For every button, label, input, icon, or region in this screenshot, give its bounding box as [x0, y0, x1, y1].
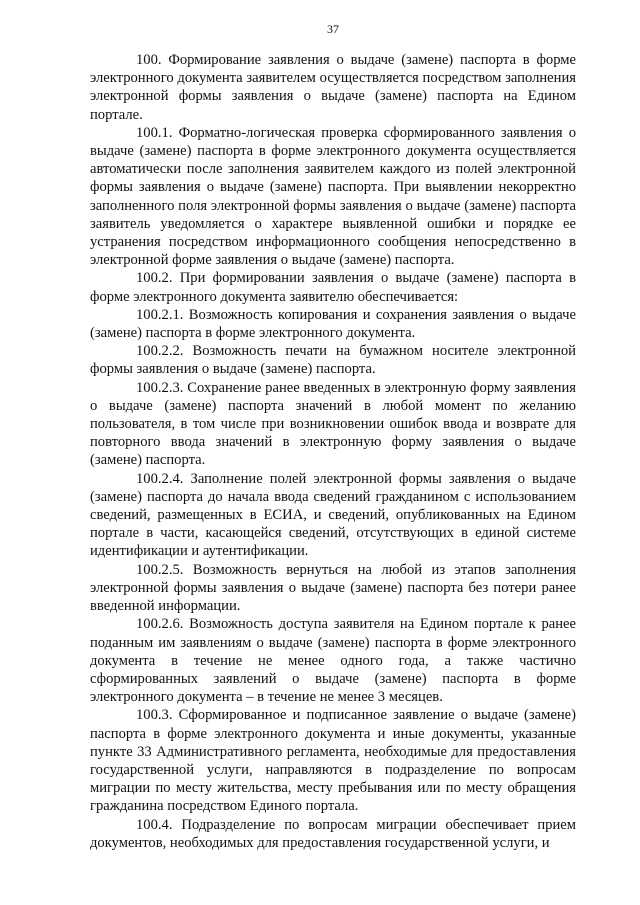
paragraph-100-2-3: 100.2.3. Сохранение ранее введенных в электронную форму заявления о выдаче (замене) паспорта значений в любой момент по желанию пользователя, в том числе при возникновении ошибок ввода и возврате для повторного ввода значений в электронную форму заявления о выдаче (замене) паспорта. [90, 379, 576, 469]
paragraph-100-2-1: 100.2.1. Возможность копирования и сохранения заявления о выдаче (замене) паспорта в форме электронного документа. [90, 306, 576, 342]
page-number: 37 [327, 22, 339, 36]
paragraph-100-2: 100.2. При формировании заявления о выдаче (замене) паспорта в форме электронного документа заявителю обеспечивается: [90, 270, 576, 305]
paragraph-100-2-5: 100.2.5. Возможность вернуться на любой из этапов заполнения электронной формы заявления о выдаче (замене) паспорта без потери ранее введенной информации. [90, 561, 576, 615]
paragraph-100-2-6: 100.2.6. Возможность доступа заявителя на Едином портале к ранее поданным им заявлениям о выдаче (замене) паспорта в форме электронного документа в течение не менее одного года, а также частично сформированных заявлений о выдаче (замене) паспорта в форме электронного документа – в течение не менее 3 месяцев. [90, 616, 576, 706]
paragraph-100-2-2: 100.2.2. Возможность печати на бумажном носителе электронной формы заявления о выдаче (замене) паспорта. [90, 343, 576, 378]
paragraph-100-1: 100.1. Форматно-логическая проверка сформированного заявления о выдаче (замене) паспорта в форме электронного документа осуществляется автоматически после заполнения заявителем каждого из полей электронной формы заявления о выдаче (замене) паспорта. При выявлении некорректно заполненного поля электронной формы заявления о выдаче (замене) паспорта заявитель уведомляется о характере выявленной ошибки и порядке ее устранения посредством информационного сообщения непосредственно в электронной форме заявления о выдаче (замене) паспорта. [90, 124, 576, 269]
paragraph-100-3: 100.3. Сформированное и подписанное заявление о выдаче (замене) паспорта в форме электронного документа и иные документы, указанные пункте 33 Административного регламента, необходимые для предоставления государственной услуги, направляются в подразделение по вопросам миграции по месту жительства, месту пребывания или по месту обращения гражданина посредством Единого портала. [90, 707, 576, 815]
paragraph-100-4: 100.4. Подразделение по вопросам миграции обеспечивает прием документов, необходимых для предоставления государственной услуги, и [90, 816, 576, 851]
paragraph-100-2-4: 100.2.4. Заполнение полей электронной формы заявления о выдаче (замене) паспорта до начала ввода сведений гражданином с использованием сведений, размещенных в ЕСИА, и сведений, опубликованных на Едином портале в части, касающейся сведений, отсутствующих в единой системе идентификации и аутентификации. [90, 470, 576, 560]
paragraph-100: 100. Формирование заявления о выдаче (замене) паспорта в форме электронного документа заявителем осуществляется посредством заполнения электронной формы заявления о выдаче (замене) паспорта на Едином портале. [90, 52, 576, 123]
